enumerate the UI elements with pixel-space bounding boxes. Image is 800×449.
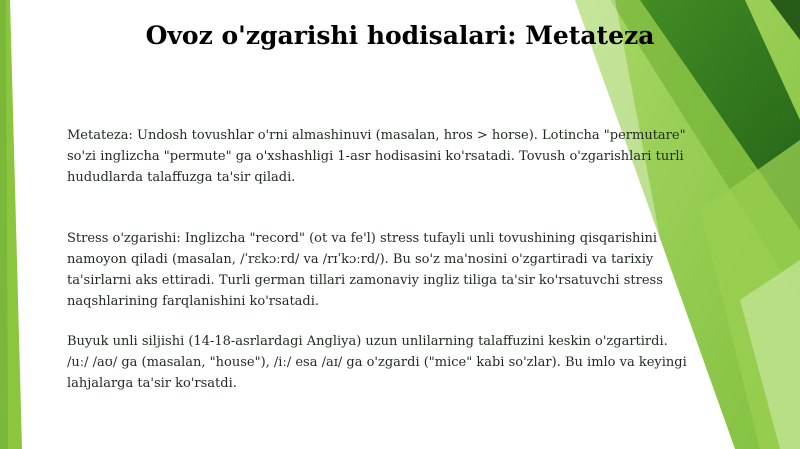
paragraph-line: ta'sirlarni aks ettiradi. Turli german tillari zamonaviy ingliz tiliga ta'sir ko'rsatuvchi stress bbox=[67, 273, 663, 288]
paragraph-stress-shift bbox=[67, 228, 800, 312]
paragraph-metathesis bbox=[67, 125, 800, 188]
paragraph-line: lahjalarga ta'sir ko'rsatdi. bbox=[67, 376, 237, 391]
paragraph-line: namoyon qiladi (masalan, /ˈrɛkɔːrd/ va /rɪˈkɔːrd/). Bu so'z ma'nosini o'zgartiradi va tarixiy bbox=[67, 252, 654, 267]
paragraph-line: Stress o'zgarishi: Inglizcha "record" (ot va fe'l) stress tufayli unli tovushining qisqarishini bbox=[67, 231, 658, 246]
paragraph-line: so'zi inglizcha "permute" ga o'xshashligi 1-asr hodisasini ko'rsatadi. Tovush o'zgarishlari turli bbox=[67, 149, 684, 164]
paragraph-line: Metateza: Undosh tovushlar o'rni almashinuvi (masalan, hros > horse). Lotincha "permutare" bbox=[67, 128, 686, 143]
paragraph-line: Buyuk unli siljishi (14-18-asrlardagi Angliya) uzun unlilarning talaffuzini keskin o'zgartirdi. bbox=[67, 334, 668, 349]
paragraph-line: /uː/ /aʊ/ ga (masalan, "house"), /iː/ esa /aɪ/ ga o'zgardi ("mice" kabi so'zlar). Bu imlo va keyingi bbox=[67, 355, 687, 370]
slide-title: Ovoz o'zgarishi hodisalari: Metateza bbox=[145, 21, 655, 50]
paragraph-line: naqshlarining farqlanishini ko'rsatadi. bbox=[67, 294, 320, 309]
paragraph-great-vowel-shift bbox=[67, 331, 800, 394]
paragraph-line: hududlarda talaffuzga ta'sir qiladi. bbox=[67, 170, 296, 185]
